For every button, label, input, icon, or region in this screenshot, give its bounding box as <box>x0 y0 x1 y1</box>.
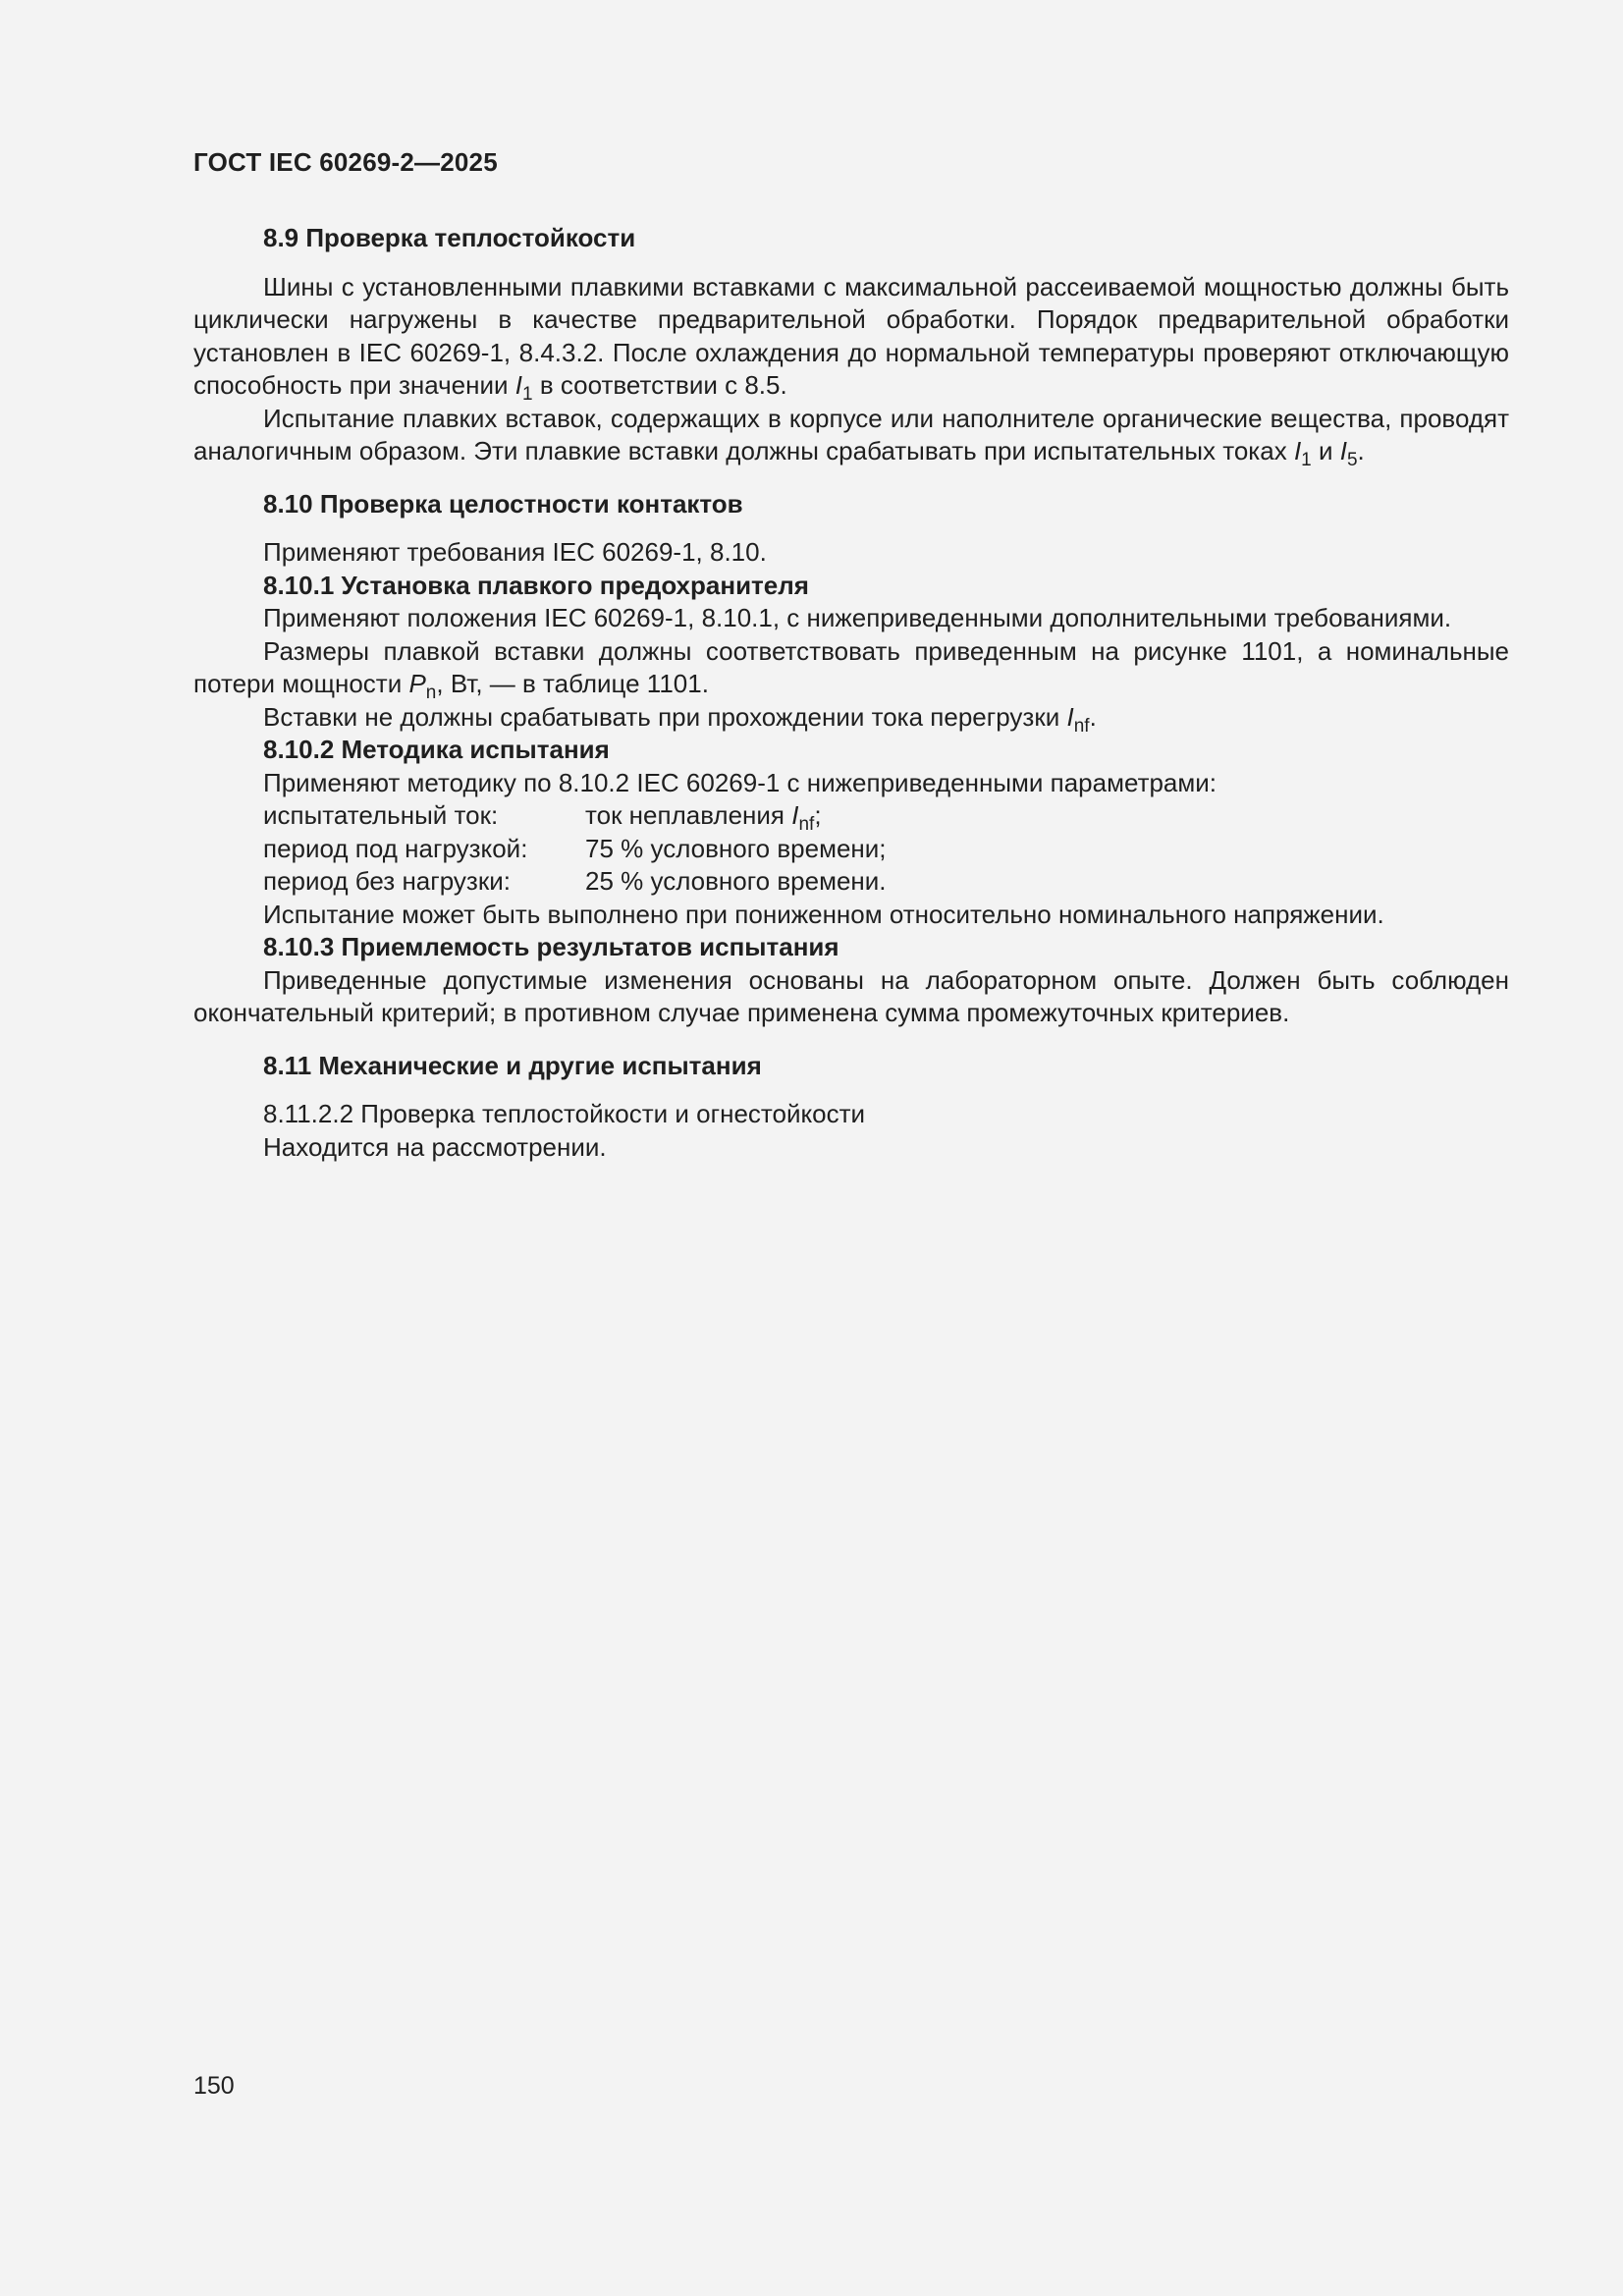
parameter-name: период под нагрузкой: <box>263 833 528 863</box>
section-8-10-2-intro: Применяют методику по 8.10.2 IEC 60269-1 с нижеприведенными параметрами: <box>263 767 1217 797</box>
section-8-10-3-paragraph: Приведенные допустимые изменения основаны на лабораторном опыте. Должен быть соблюден окончательный критерий; в противном случае применена сумма промежуточных критериев. <box>193 964 1509 1027</box>
text-run: Вставки не должны срабатывать при прохождении тока перегрузки <box>263 701 1067 732</box>
parameter-name: испытательный ток: <box>263 800 499 830</box>
section-8-10-1-paragraph-1: Применяют положения IEC 60269-1, 8.10.1, с нижеприведенными дополнительными требованиями. <box>263 603 1452 632</box>
text-run: Испытание плавких вставок, содержащих в корпусе или наполнителе органические вещества, проводят аналогичным образом. Эти плавкие вставки должны срабатывать при испытательных токах <box>193 403 1509 465</box>
section-8-10-2-note: Испытание может быть выполнено при пониженном относительно номинального напряжении. <box>263 899 1384 929</box>
text-run: Шины с установленными плавкими вставками с максимальной рассеиваемой мощностью должны быть циклически нагружены в качестве предварительной обработки. Порядок предварительной обработки установлен в IEC 60269-1, 8.4.3.2. После охлаждения до нормальной температуры проверяют отключающую способность при значении <box>193 271 1509 400</box>
text-run: , Вт, — в таблице 1101. <box>436 669 709 698</box>
text-run: в соответствии с 8.5. <box>532 370 787 400</box>
section-8-10-heading: 8.10 Проверка целостности контактов <box>263 488 743 519</box>
symbol-subscript: 1 <box>1301 450 1312 470</box>
section-8-11-2-2-item: 8.11.2.2 Проверка теплостойкости и огнестойкости <box>263 1099 866 1128</box>
section-8-10-intro: Применяют требования IEC 60269-1, 8.10. <box>263 537 767 567</box>
text-run: . <box>1357 436 1365 465</box>
standard-designation: ГОСТ IEC 60269-2—2025 <box>193 147 498 177</box>
symbol-subscript: 1 <box>522 384 533 405</box>
section-8-10-1-paragraph-2 <box>193 635 1509 701</box>
symbol-subscript: nf <box>1073 715 1090 737</box>
symbol-subscript: nf <box>798 814 815 835</box>
symbol-subscript: 5 <box>1346 450 1358 470</box>
current-symbol: I <box>791 800 799 830</box>
text-run: ; <box>814 800 822 830</box>
text-run: и <box>1311 436 1340 465</box>
symbol-subscript: n <box>425 683 437 703</box>
parameter-row <box>193 799 1509 833</box>
document-body <box>193 222 1509 1164</box>
section-8-9-paragraph-1 <box>193 271 1509 403</box>
parameter-name: период без нагрузки: <box>263 866 511 896</box>
section-8-10-3-heading: 8.10.3 Приемлемость результатов испытания <box>263 932 839 961</box>
parameter-row <box>193 833 1509 866</box>
section-8-11-heading: 8.11 Механические и другие испытания <box>263 1050 762 1080</box>
parameter-value: 25 % условного времени. <box>585 866 887 896</box>
section-8-10-1-paragraph-3 <box>193 701 1509 735</box>
current-symbol: I <box>1066 701 1074 732</box>
text-run: . <box>1089 701 1097 732</box>
current-symbol: I <box>1339 436 1347 465</box>
page-number: 150 <box>193 2072 235 2100</box>
section-8-9-heading: 8.9 Проверка теплостойкости <box>263 223 636 252</box>
text-run: ток неплавления <box>585 800 792 830</box>
parameter-value <box>585 799 1509 833</box>
current-symbol: I <box>1293 436 1302 465</box>
power-symbol: P <box>408 669 426 698</box>
text-run: Размеры плавкой вставки должны соответствовать приведенным на рисунке 1101, а номинальные потери мощности <box>193 635 1509 698</box>
document-page <box>193 0 1509 2296</box>
section-8-11-2-2-note: Находится на рассмотрении. <box>263 1131 607 1162</box>
section-8-10-1-heading: 8.10.1 Установка плавкого предохранителя <box>263 570 809 600</box>
section-8-9-paragraph-2 <box>193 403 1509 468</box>
parameter-row <box>193 865 1509 899</box>
current-symbol: I <box>514 370 523 400</box>
parameter-value: 75 % условного времени; <box>585 833 887 863</box>
section-8-10-2-heading: 8.10.2 Методика испытания <box>263 735 610 764</box>
